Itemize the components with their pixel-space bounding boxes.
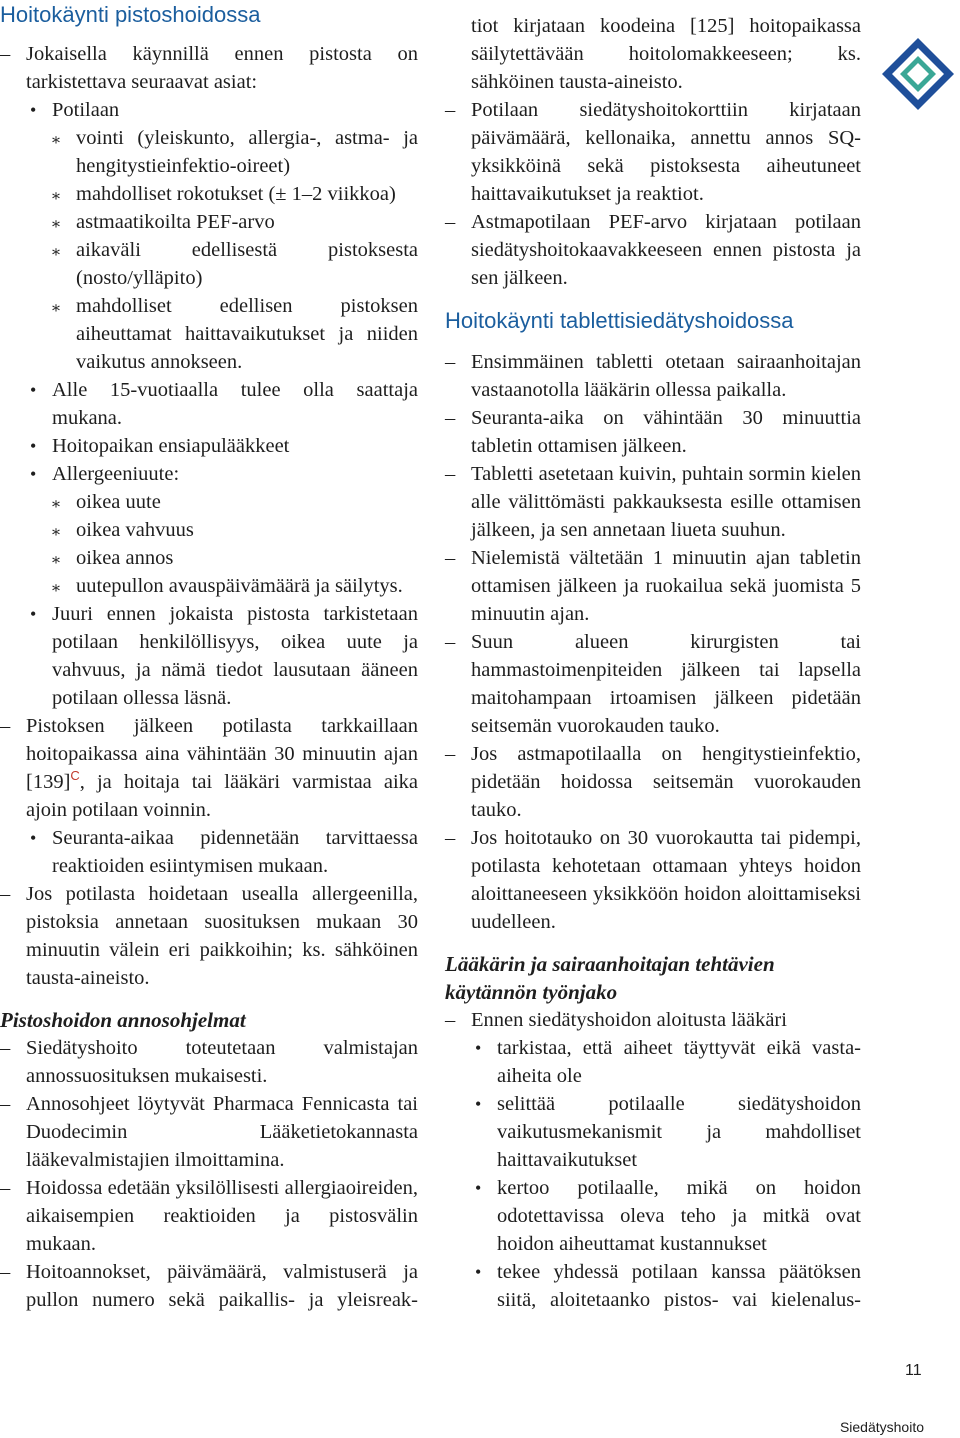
logo-diamond-icon <box>880 36 956 112</box>
after-text-a: Pistoksen jälkeen potilasta tarkkaillaan hoitopaikassa aina vähintään 30 minuutin ajan [139] <box>26 715 418 793</box>
list-item-pef-record: – Astmapotilaan PEF-arvo kirjataan potilaan siedätyshoitokaavakkeeseen ennen pistosta ja sen jälkeen. <box>445 208 861 292</box>
list-item-individual: – Hoidossa edetään yksilöllisesti allergiaoireiden, aikaisempien reaktioiden ja pistosvälin mukaan. <box>0 1174 418 1258</box>
heading-tablet-visit: Hoitokäynti tablettisiedätyshoidossa <box>445 308 794 333</box>
evidence-level-badge: C <box>70 768 80 784</box>
footer-title: Siedätyshoito <box>839 1419 924 1435</box>
list-item-followup-time: – Seuranta-aika on vähintään 30 minuuttia tabletin ottamisen jälkeen. <box>445 404 861 460</box>
heading-injection-visit: Hoitokäynti pistoshoidossa <box>0 2 261 27</box>
heading-division-of-work: Lääkärin ja sairaanhoitajan tehtävien käytännön työnjako <box>445 952 775 1004</box>
list-item-tablet-placement: – Tabletti asetetaan kuivin, puhtain sormin kielen alle välittömästi pakkauksesta esille ottamisen jälkeen, ja sen annetaan liueta suuhun. <box>445 460 861 544</box>
after-text-b: , ja hoitaja tai lääkäri varmistaa aika ajoin potilaan voinnin. <box>26 771 418 821</box>
list-item-side-effects: ⁎ mahdolliset edellisen pistoksen aiheuttamat haittavaikutukset ja niiden vaikutus annokseen. <box>0 292 418 376</box>
list-item-treatment-pause: – Jos hoitotauko on 30 vuorokautta tai pidempi, potilasta kehotetaan ottamaan yhteys hoidon aloittaneeseen yksikköön hoidon aloittamiseksi uudelleen. <box>445 824 861 936</box>
list-item-records: – Hoitoannokset, päivämäärä, valmistuserä ja pullon numero sekä paikallis- ja yleisreak- <box>0 1258 418 1314</box>
list-item-dose-sources: – Annosohjeet löytyvät Pharmaca Fennicasta tai Duodecimin Lääketietokannasta lääkevalmistajien ilmoittamina. <box>0 1090 418 1174</box>
list-item-doctor-intro: – Ennen siedätyshoidon aloitusta lääkäri <box>445 1006 861 1034</box>
right-column <box>445 12 861 1314</box>
page-number: 11 <box>905 1362 922 1379</box>
heading-dose-programs: Pistoshoidon annosohjelmat <box>0 1008 246 1032</box>
list-item-after-injection <box>0 712 418 824</box>
list-item-pef: ⁎ astmaatikoilta PEF-arvo <box>0 208 418 236</box>
list-item-first-aid: • Hoitopaikan ensiapulääkkeet <box>0 432 418 460</box>
list-item-vaccinations: ⁎ mahdolliset rokotukset (± 1–2 viikkoa) <box>0 180 418 208</box>
list-item-check-indications: • tarkistaa, että aiheet täyttyvät eikä vasta-aiheita ole <box>445 1034 861 1090</box>
list-item-oral-surgery: – Suun alueen kirurgisten tai hammastoimenpiteiden jälkeen tai lapsella maitohampaan irtoamisen jälkeen pidetään seitsemän vuorokauden tauko. <box>445 628 861 740</box>
list-item-check-intro: – Jokaisella käynnillä ennen pistosta on tarkistettava seuraavat asiat: <box>0 40 418 96</box>
list-item-expected-effect: • kertoo potilaalle, mikä on hoidon odotettavissa oleva teho ja mitkä ovat hoidon aiheuttamat kustannukset <box>445 1174 861 1258</box>
list-item-dose-recommendation: – Siedätyshoito toteutetaan valmistajan annossuosituksen mukaisesti. <box>0 1034 418 1090</box>
list-item-under15: • Alle 15-vuotiaalla tulee olla saattaja mukana. <box>0 376 418 432</box>
list-item-opening-date: ⁎ uutepullon avauspäivämäärä ja säilytys. <box>0 572 418 600</box>
list-item-followup: • Seuranta-aikaa pidennetään tarvittaessa reaktioiden esiintymisen mukaan. <box>0 824 418 880</box>
records-continuation: tiot kirjataan koodeina [125] hoitopaikassa säilytettävään hoitolomakkeeseen; ks. sähköinen tausta-aineisto. <box>471 15 861 93</box>
list-item-patient-condition: ⁎ vointi (yleiskunto, allergia-, astma- ja hengitystieinfektio-oireet) <box>0 124 418 180</box>
list-item-allergen-extract: • Allergeeniuute: <box>0 460 418 488</box>
list-item-dose: ⁎ oikea annos <box>0 544 418 572</box>
list-item-swallowing: – Nielemistä vältetään 1 minuutin ajan tabletin ottamisen jälkeen ja ruokailua sekä juomista 5 minuutin ajan. <box>445 544 861 628</box>
list-item-patient: • Potilaan <box>0 96 418 124</box>
list-item-strength: ⁎ oikea vahvuus <box>0 516 418 544</box>
list-item-treatment-card: – Potilaan siedätyshoitokorttiin kirjataan päivämäärä, kellonaika, annettu annos SQ-yksikköinä sekä pistoksesta aiheutuneet haittavaikutukset ja reaktiot. <box>445 96 861 208</box>
list-item-first-tablet: – Ensimmäinen tabletti otetaan sairaanhoitajan vastaanotolla lääkärin ollessa paikalla. <box>445 348 861 404</box>
list-item-before-injection: • Juuri ennen jokaista pistosta tarkistetaan potilaan henkilöllisyys, oikea uute ja vahvuus, ja nämä tiedot lausutaan ääneen potilaan ollessa läsnä. <box>0 600 418 712</box>
list-item-explain-mechanisms: • selittää potilaalle siedätyshoidon vaikutusmekanismit ja mahdolliset haittavaikutukset <box>445 1090 861 1174</box>
list-item-multiple-allergens: – Jos potilasta hoidetaan usealla allergeenilla, pistoksia annetaan suosituksen mukaan 30 minuutin välein eri paikkoihin; ks. sähköinen tausta-aineisto. <box>0 880 418 992</box>
list-item-extract: ⁎ oikea uute <box>0 488 418 516</box>
list-item-decision: • tekee yhdessä potilaan kanssa päätöksen siitä, aloitetaanko pistos- vai kielenalus- <box>445 1258 861 1314</box>
list-item-respiratory-infection: – Jos astmapotilaalla on hengitystieinfektio, pidetään hoidossa seitsemän vuorokauden tauko. <box>445 740 861 824</box>
list-item-interval: ⁎ aikaväli edellisestä pistoksesta (nosto/ylläpito) <box>0 236 418 292</box>
left-column <box>0 0 418 1314</box>
